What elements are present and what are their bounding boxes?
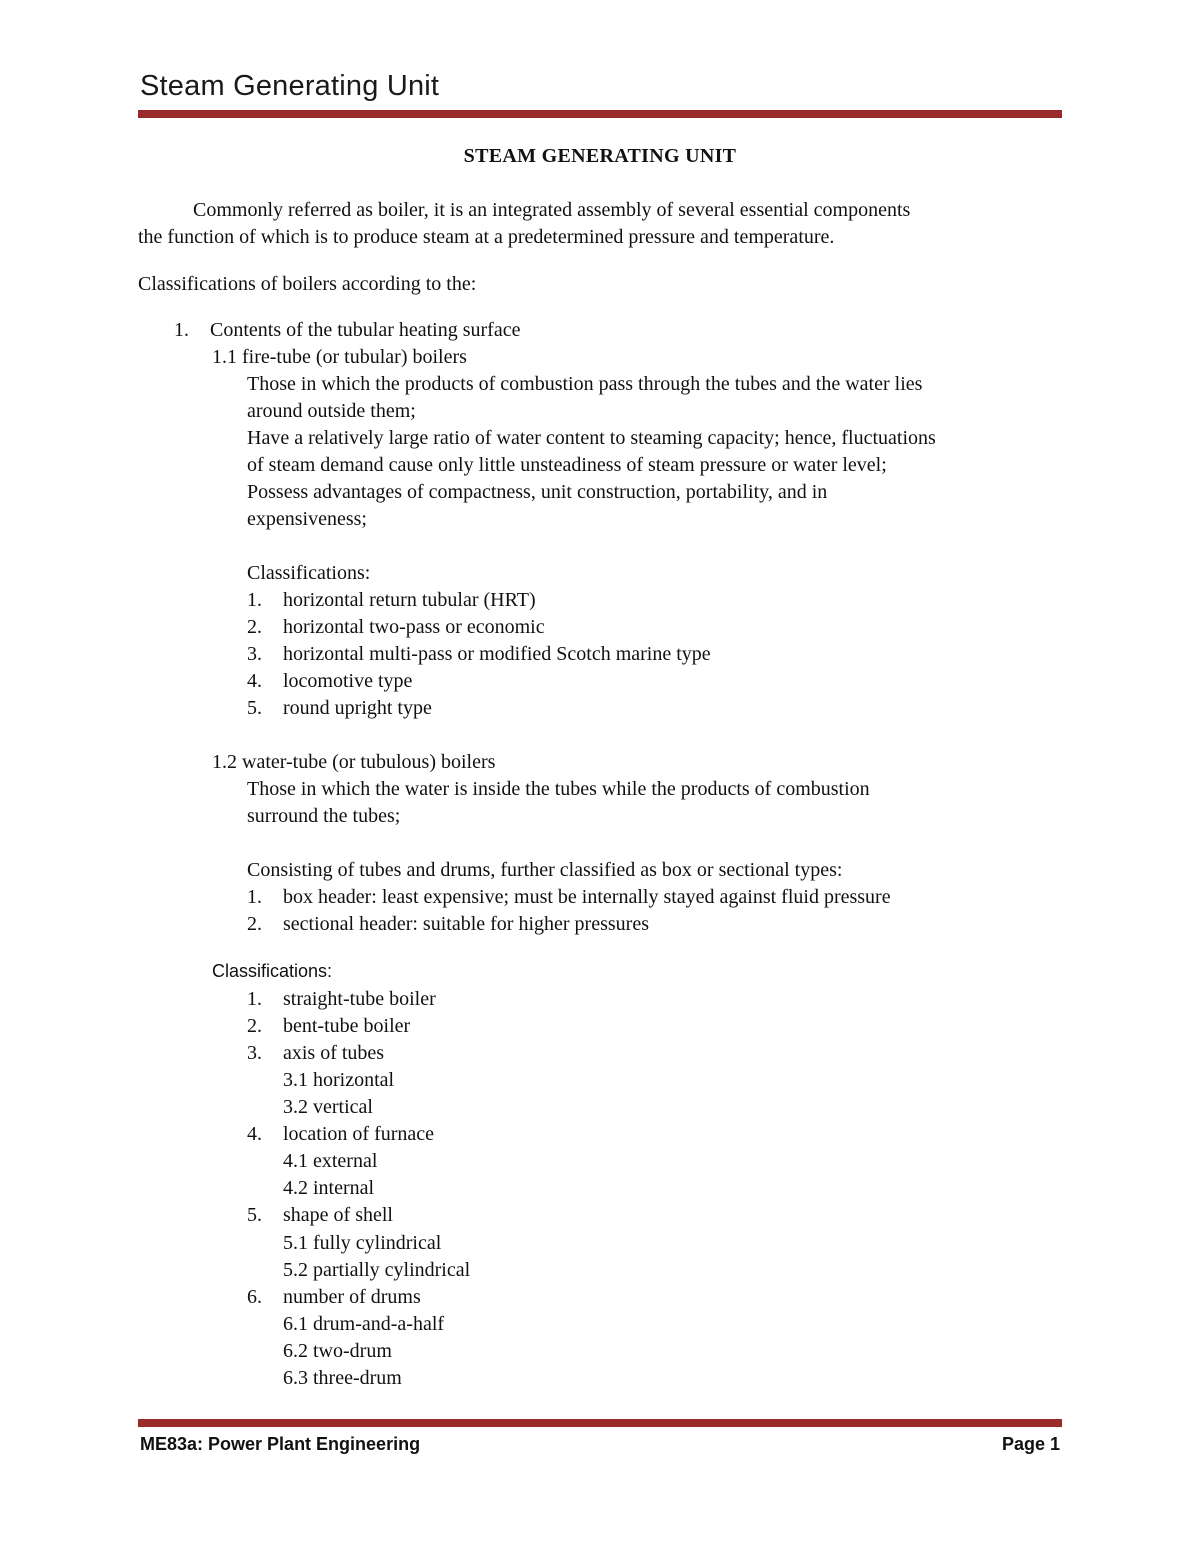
water-tube-class-item: 1. straight-tube boiler bbox=[247, 988, 436, 1010]
water-tube-sub-item: 6.1 drum-and-a-half bbox=[283, 1313, 445, 1335]
water-tube-sub-item: 5.2 partially cylindrical bbox=[283, 1259, 471, 1281]
fire-tube-title: 1.1 fire-tube (or tubular) boilers bbox=[212, 346, 467, 368]
fire-tube-class-item: 3. horizontal multi-pass or modified Scotch marine type bbox=[247, 643, 711, 665]
water-tube-sub-item: 6.3 three-drum bbox=[283, 1367, 402, 1389]
footer-course: ME83a: Power Plant Engineering bbox=[140, 1434, 421, 1454]
fire-tube-class-item: 2. horizontal two-pass or economic bbox=[247, 616, 545, 638]
page-header-title: Steam Generating Unit bbox=[140, 70, 440, 102]
header-rule bbox=[138, 110, 1062, 118]
water-tube-classifications-label: Classifications: bbox=[212, 961, 333, 981]
water-tube-sub-item: 3.1 horizontal bbox=[283, 1069, 395, 1091]
fire-tube-class-item: 4. locomotive type bbox=[247, 670, 413, 692]
water-tube-sub-item: 3.2 vertical bbox=[283, 1096, 373, 1118]
water-tube-sub-item: 5.1 fully cylindrical bbox=[283, 1232, 442, 1254]
intro-line-2: the function of which is to produce steam at a predetermined pressure and temperature. bbox=[138, 226, 835, 248]
fire-tube-line: of steam demand cause only little unsteadiness of steam pressure or water level; bbox=[247, 454, 887, 476]
water-tube-sub-item: 4.2 internal bbox=[283, 1177, 375, 1199]
list-item-1 bbox=[174, 317, 520, 344]
fire-tube-line: around outside them; bbox=[247, 400, 416, 422]
water-tube-title: 1.2 water-tube (or tubulous) boilers bbox=[212, 751, 496, 773]
water-tube-sub-item: 6.2 two-drum bbox=[283, 1340, 392, 1362]
water-tube-class-item: 6. number of drums bbox=[247, 1286, 421, 1308]
fire-tube-line: Possess advantages of compactness, unit construction, portability, and in bbox=[247, 481, 828, 503]
water-tube-line: surround the tubes; bbox=[247, 805, 401, 827]
fire-tube-line: Those in which the products of combustion pass through the tubes and the water lies bbox=[247, 373, 923, 395]
water-tube-class-item: 3. axis of tubes bbox=[247, 1042, 385, 1064]
water-tube-type-item: 2. sectional header: suitable for higher pressures bbox=[247, 913, 649, 935]
document-heading: STEAM GENERATING UNIT bbox=[463, 145, 737, 167]
water-tube-line: Those in which the water is inside the tubes while the products of combustion bbox=[247, 778, 870, 800]
fire-tube-class-item: 1. horizontal return tubular (HRT) bbox=[247, 589, 536, 611]
water-tube-class-item: 2. bent-tube boiler bbox=[247, 1015, 411, 1037]
water-tube-sub-item: 4.1 external bbox=[283, 1150, 378, 1172]
intro-line-1: Commonly referred as boiler, it is an integrated assembly of several essential components bbox=[193, 199, 911, 221]
footer-rule bbox=[138, 1419, 1062, 1427]
water-tube-consisting: Consisting of tubes and drums, further classified as box or sectional types: bbox=[247, 859, 843, 881]
list-item-label: Contents of the tubular heating surface bbox=[210, 319, 521, 341]
water-tube-class-item: 4. location of furnace bbox=[247, 1123, 435, 1145]
water-tube-class-item: 5. shape of shell bbox=[247, 1204, 393, 1226]
fire-tube-line: expensiveness; bbox=[247, 508, 367, 530]
classifications-intro: Classifications of boilers according to the: bbox=[138, 273, 477, 295]
fire-tube-line: Have a relatively large ratio of water content to steaming capacity; hence, fluctuations bbox=[247, 427, 936, 449]
water-tube-type-item: 1. box header: least expensive; must be internally stayed against fluid pressure bbox=[247, 886, 891, 908]
list-number: 1. bbox=[174, 319, 189, 341]
fire-tube-classifications-label: Classifications: bbox=[247, 562, 371, 584]
fire-tube-class-item: 5. round upright type bbox=[247, 697, 432, 719]
footer-page-number: Page 1 bbox=[1001, 1434, 1060, 1454]
